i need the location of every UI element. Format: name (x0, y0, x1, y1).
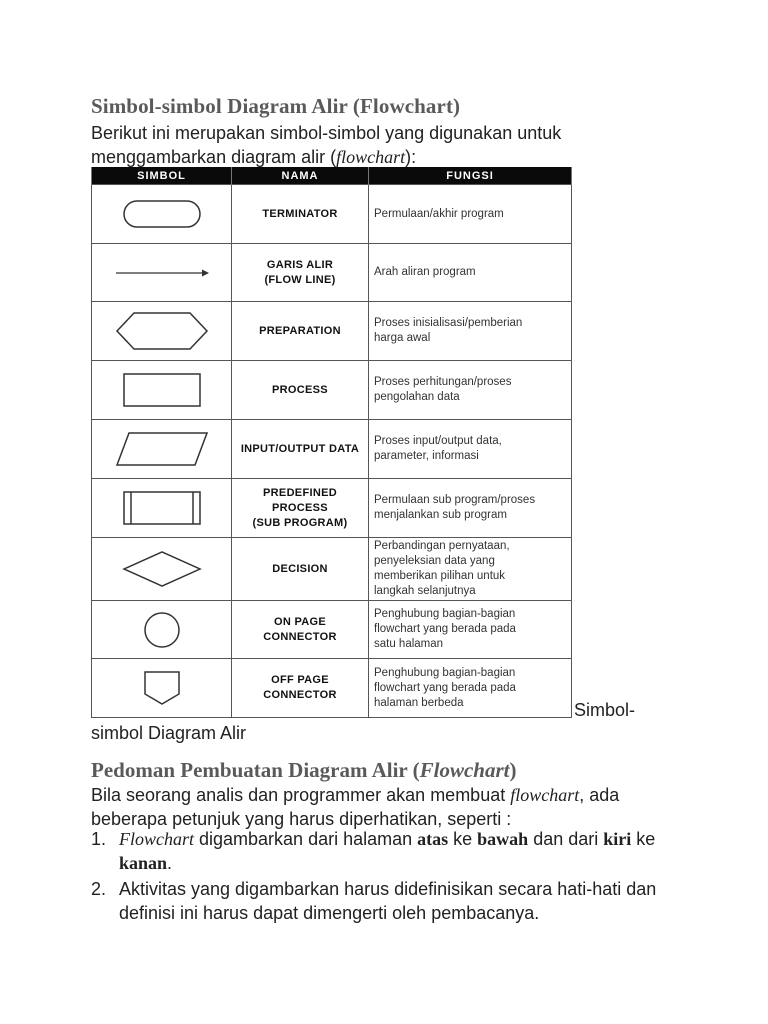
fungsi-cell: Permulaan/akhir program (369, 185, 572, 244)
header-simbol: SIMBOL (92, 167, 232, 185)
nama-cell: PREPARATION (232, 302, 369, 361)
item-bold: kanan (119, 853, 168, 873)
table-row (92, 185, 572, 244)
item-text: . (167, 853, 173, 873)
symbol-cell (92, 538, 232, 601)
parallelogram-icon (115, 431, 209, 467)
symbol-cell (92, 601, 232, 659)
table-row (92, 659, 572, 718)
nama-cell: TERMINATOR (232, 185, 369, 244)
diamond-icon (122, 550, 202, 588)
fungsi-cell: Perbandingan pernyataan, penyeleksian data yang memberikan pilihan untuk langkah selanjutnya (369, 538, 572, 601)
symbol-cell (92, 420, 232, 479)
table-row (92, 361, 572, 420)
para-text-1: Bila seorang analis dan programmer akan membuat (91, 785, 511, 805)
fungsi-cell: Penghubung bagian-bagian flowchart yang berada pada halaman berbeda (369, 659, 572, 718)
section-heading-suffix: ) (509, 758, 517, 782)
item-text: Aktivitas yang digambarkan harus didefinisikan secara hati-hati dan definisi ini harus dapat dimengerti oleh pembacanya. (119, 879, 657, 923)
nama-cell: INPUT/OUTPUT DATA (232, 420, 369, 479)
fungsi-cell: Penghubung bagian-bagian flowchart yang berada pada satu halaman (369, 601, 572, 659)
table-row (92, 538, 572, 601)
symbol-cell (92, 361, 232, 420)
list-number: 1. (91, 829, 107, 849)
fungsi-cell: Proses input/output data, parameter, informasi (369, 420, 572, 479)
item-bold: kiri (603, 829, 632, 849)
item-bold: bawah (477, 829, 529, 849)
symbol-cell (92, 302, 232, 361)
para-text-2: , ada beberapa petunjuk yang harus diperhatikan, seperti : (91, 785, 620, 829)
symbol-table (91, 167, 572, 718)
item-bold: atas (417, 829, 449, 849)
nama-cell: PREDEFINED PROCESS (SUB PROGRAM) (232, 479, 369, 538)
symbol-cell (92, 659, 232, 718)
figure-caption-part1: Simbol- (574, 700, 636, 720)
fungsi-cell: Proses inisialisasi/pemberian harga awal (369, 302, 572, 361)
table-header-row (92, 167, 572, 185)
list-number: 2. (91, 879, 107, 899)
section-paragraph (91, 783, 681, 831)
intro-italic: flowchart (336, 147, 406, 167)
nama-cell: OFF PAGE CONNECTOR (232, 659, 369, 718)
page-title: Simbol-simbol Diagram Alir (Flowchart) (91, 94, 461, 118)
figure-caption-part2: simbol Diagram Alir (91, 723, 247, 743)
table-row (92, 420, 572, 479)
table-row (92, 244, 572, 302)
fungsi-cell: Permulaan sub program/proses menjalankan sub program (369, 479, 572, 538)
circle-icon (142, 610, 182, 650)
list-item (91, 877, 691, 925)
item-text: dan dari (528, 829, 604, 849)
nama-cell: PROCESS (232, 361, 369, 420)
table-row (92, 302, 572, 361)
intro-paragraph (91, 121, 651, 169)
rectangle-icon (122, 372, 202, 408)
header-fungsi: FUNGSI (369, 167, 572, 185)
item-text: ke (448, 829, 478, 849)
section-heading-prefix: Pedoman Pembuatan Diagram Alir ( (91, 758, 420, 782)
fungsi-cell: Proses perhitungan/proses pengolahan data (369, 361, 572, 420)
nama-cell: DECISION (232, 538, 369, 601)
intro-text: Berikut ini merupakan simbol-simbol yang digunakan untuk menggambarkan diagram alir ( (91, 123, 562, 167)
item-text: ke (631, 829, 656, 849)
table-row (92, 479, 572, 538)
hexagon-icon (115, 311, 209, 351)
table-row (92, 601, 572, 659)
nama-cell: ON PAGE CONNECTOR (232, 601, 369, 659)
off-page-connector-icon (142, 669, 182, 707)
terminator-icon (122, 199, 202, 229)
section-heading-italic: Flowchart (419, 758, 510, 782)
nama-cell: GARIS ALIR (FLOW LINE) (232, 244, 369, 302)
section-heading (91, 758, 516, 783)
item-italic: Flowchart (119, 829, 194, 849)
symbol-cell (92, 185, 232, 244)
intro-end: ): (405, 147, 417, 167)
list-item (91, 827, 691, 875)
fungsi-cell: Arah aliran program (369, 244, 572, 302)
item-text: digambarkan dari halaman (194, 829, 418, 849)
guideline-list (91, 827, 691, 927)
header-nama: NAMA (232, 167, 369, 185)
para-italic: flowchart (510, 785, 580, 805)
symbol-cell (92, 244, 232, 302)
symbol-cell (92, 479, 232, 538)
predefined-process-icon (122, 490, 202, 526)
arrow-right-icon (114, 266, 210, 280)
